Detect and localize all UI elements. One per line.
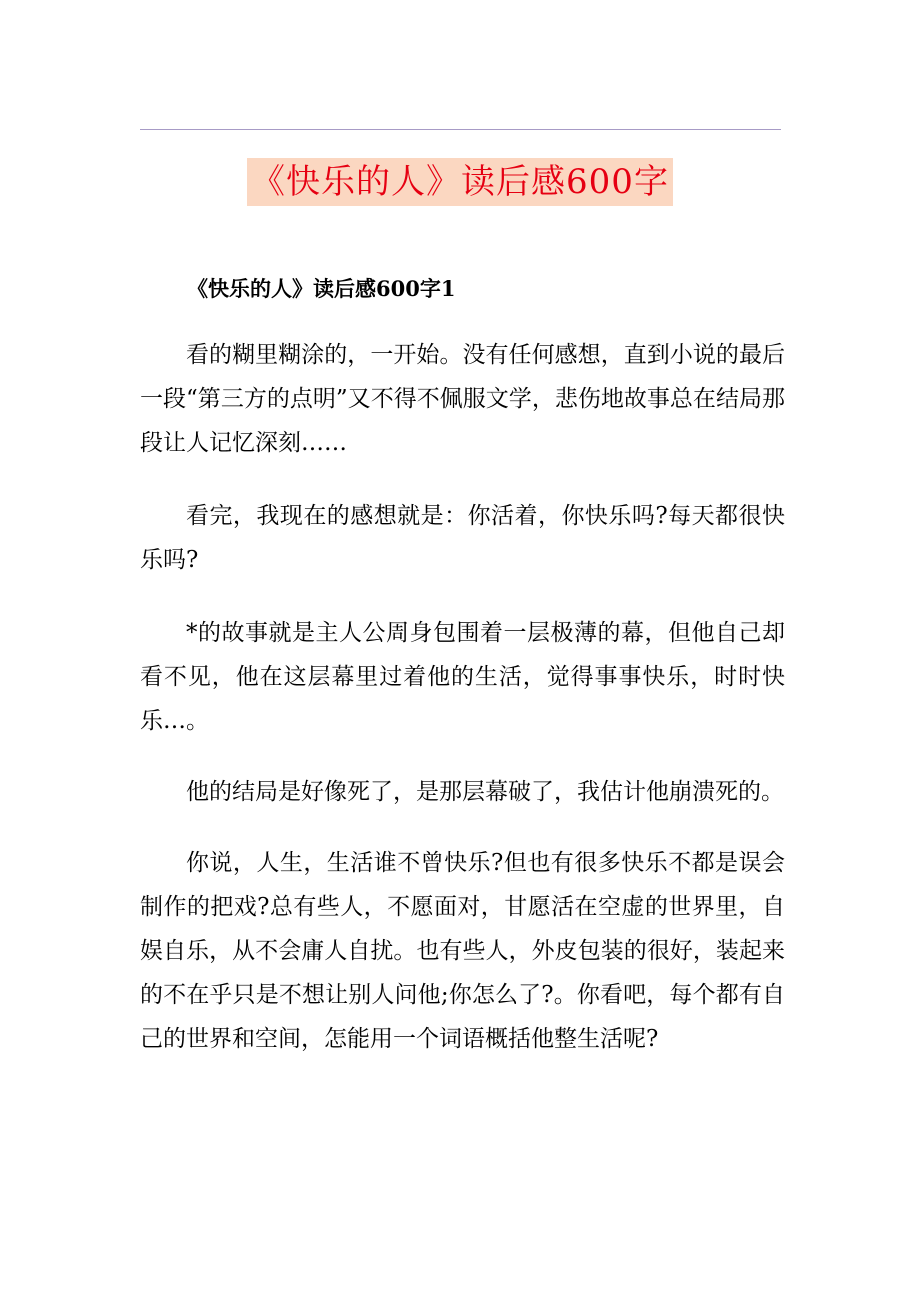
section-heading: 《快乐的人》读后感600字1 bbox=[187, 276, 456, 301]
paragraph-2: 看完，我现在的感想就是：你活着，你快乐吗?每天都很快乐吗? bbox=[140, 503, 785, 573]
paragraph-1: 看的糊里糊涂的，一开始。没有任何感想，直到小说的最后一段“第三方的点明”又不得不佩服文学，悲伤地故事总在结局那段让人记忆深刻…… bbox=[140, 342, 785, 456]
document-title: 《快乐的人》读后感600字 bbox=[247, 158, 673, 206]
paragraph-4: 他的结局是好像死了，是那层幕破了，我估计他崩溃死的。 bbox=[186, 779, 784, 805]
header-rule bbox=[140, 129, 781, 130]
paragraph-5: 你说，人生，生活谁不曾快乐?但也有很多快乐不都是误会制作的把戏?总有些人，不愿面对，甘愿活在空虚的世界里，自娱自乐，从不会庸人自扰。也有些人，外皮包装的很好，装起来的不在乎只是不想让别人问他;你怎么了?。你看吧，每个都有自己的世界和空间，怎能用一个词语概括他整生活呢? bbox=[140, 850, 785, 1052]
paragraph-3: *的故事就是主人公周身包围着一层极薄的幕，但他自己却看不见，他在这层幕里过着他的生活，觉得事事快乐，时时快乐…。 bbox=[140, 620, 785, 734]
title-container bbox=[0, 158, 920, 206]
